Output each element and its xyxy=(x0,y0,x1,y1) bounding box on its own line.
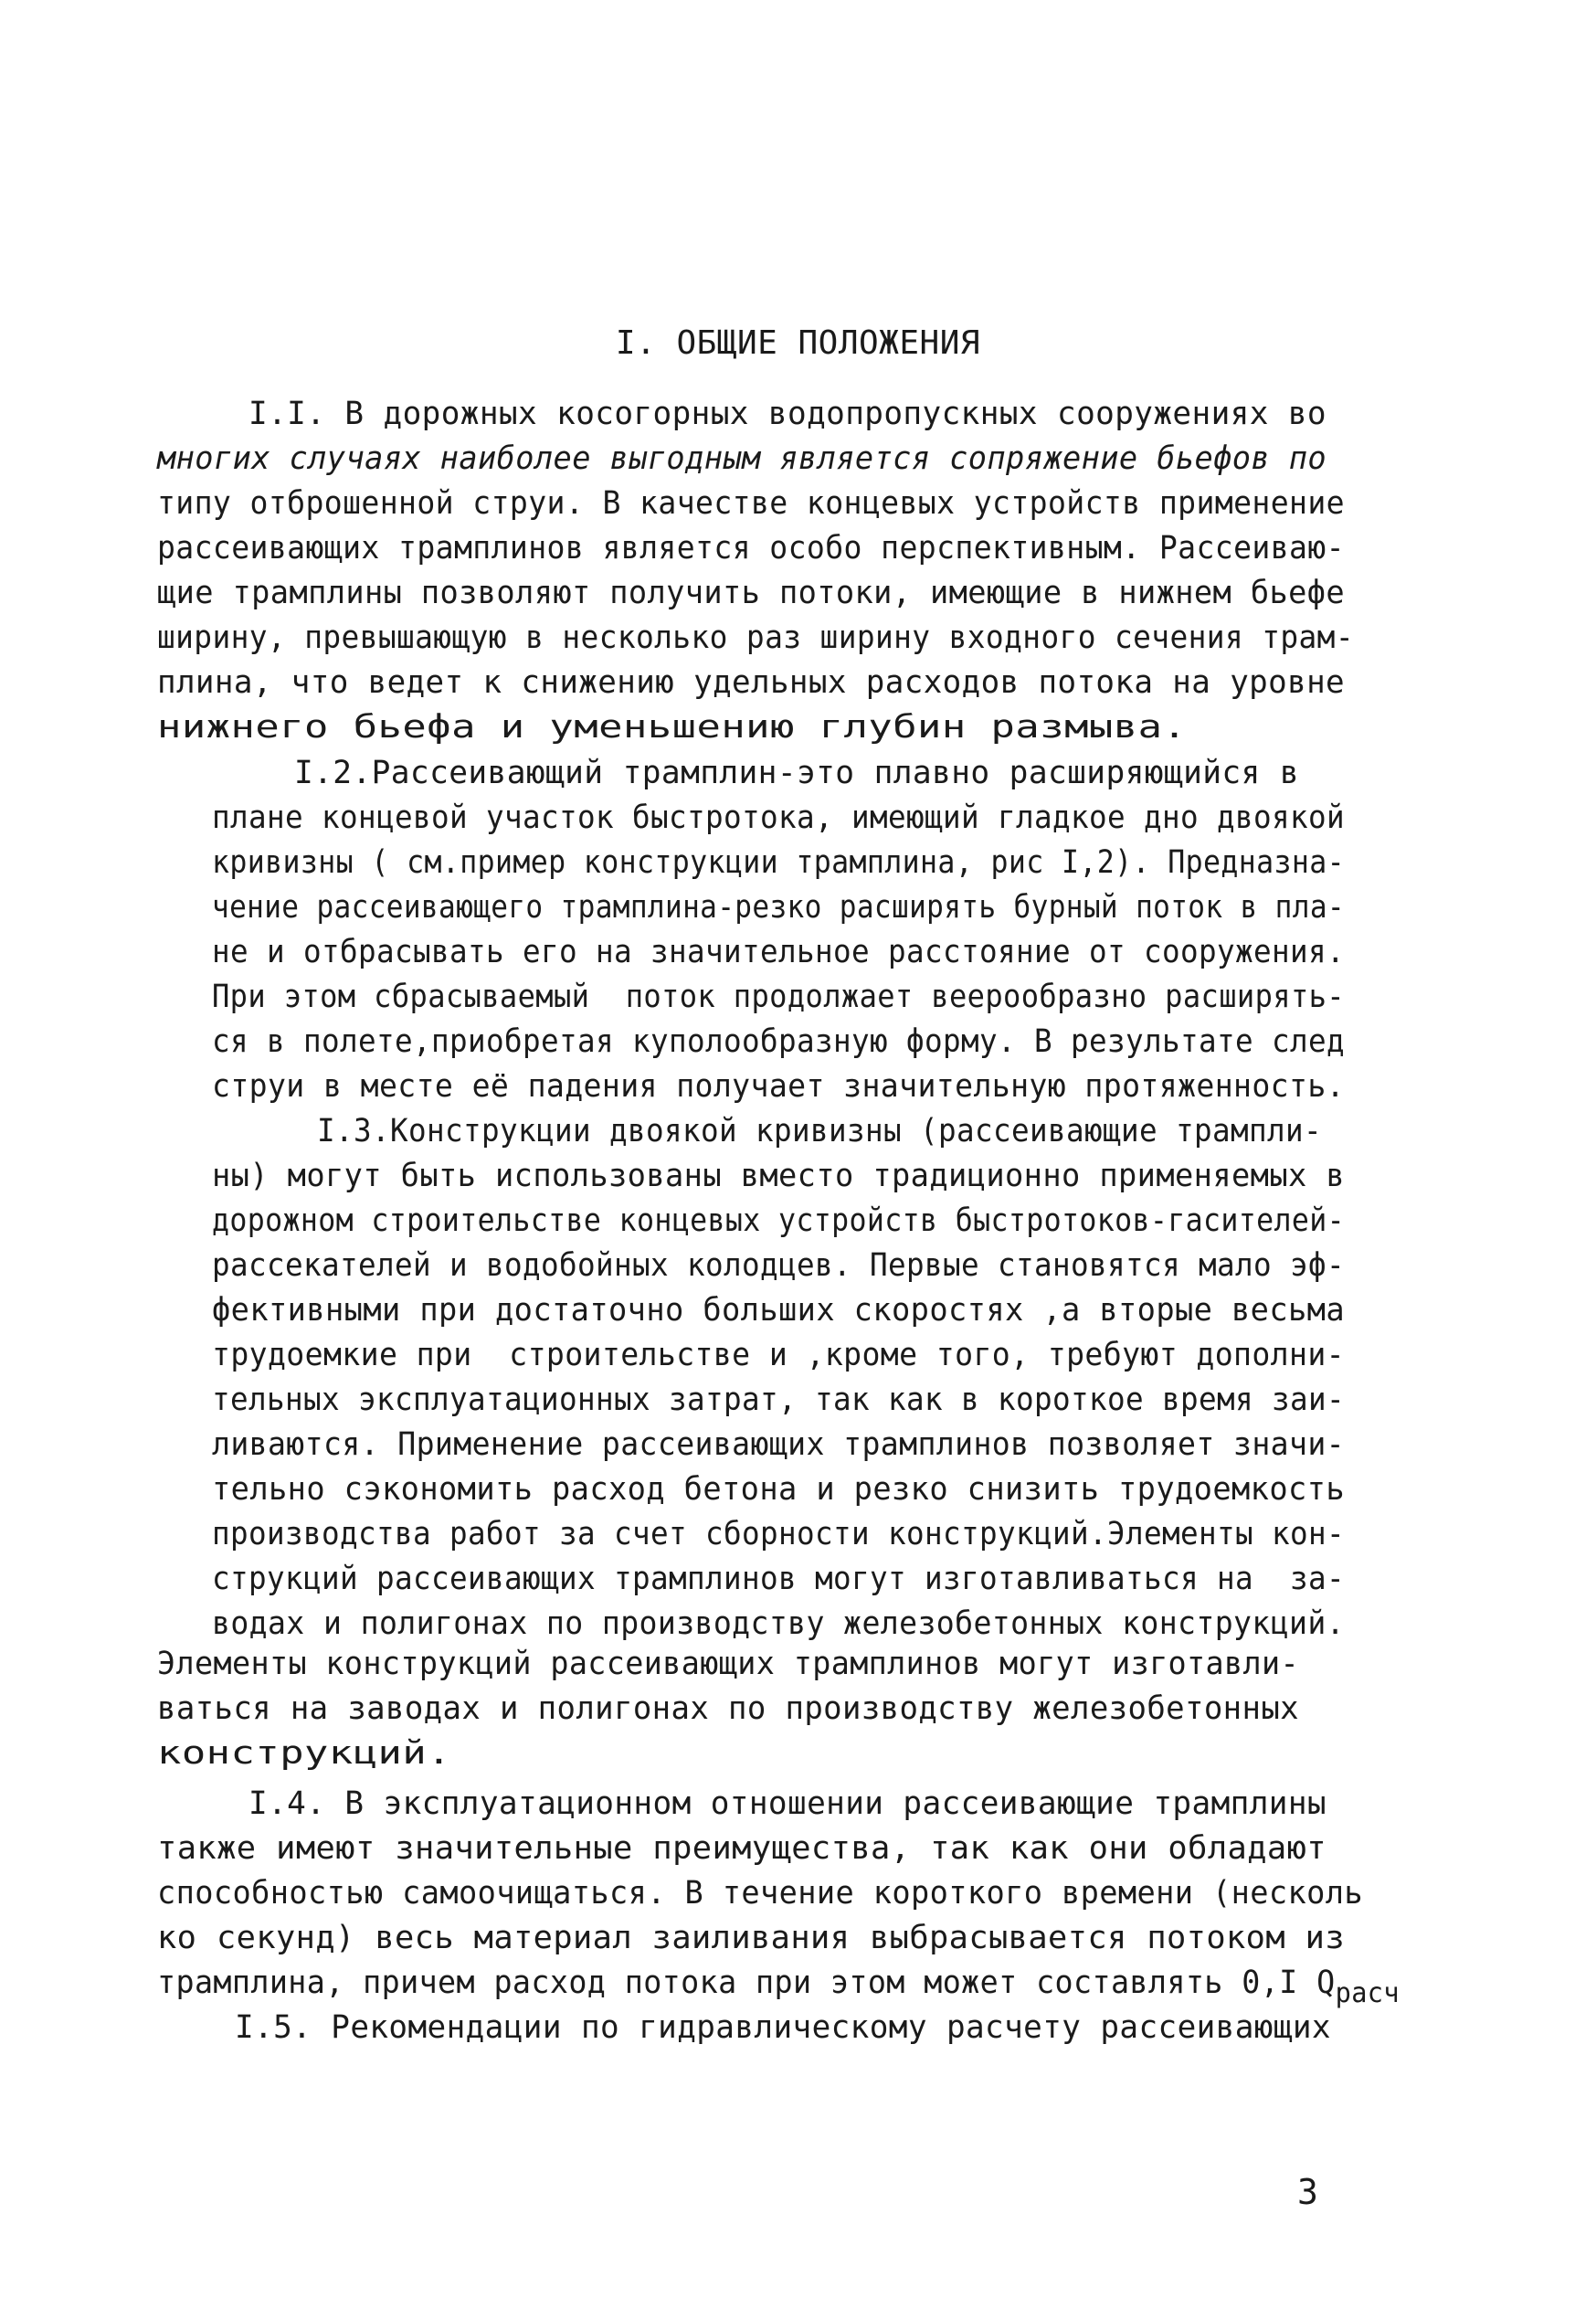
section-heading: I. ОБЩИЕ ПОЛОЖЕНИЯ xyxy=(615,324,981,362)
page-number: 3 xyxy=(1297,2172,1318,2212)
text-line: также имеют значительные преимущества, так как они обладают xyxy=(157,1830,1326,1867)
text-line: щие трамплины позволяют получить потоки, имеющие в нижнем бьефе xyxy=(157,575,1345,611)
text-line: I.4. В эксплуатационном отношении рассеивающие трамплины xyxy=(248,1785,1326,1822)
text-line: ся в полете,приобретая куполообразную форму. В результате след xyxy=(212,1023,1345,1060)
text-line: I.I. В дорожных косогорных водопропускных сооружениях во xyxy=(248,396,1326,432)
text-line: рассеивающих трамплинов является особо перспективным. Рассеиваю- xyxy=(157,530,1345,567)
text-line: Элементы конструкций рассеивающих трамплинов могут изготавли- xyxy=(157,1646,1299,1682)
text-line: ваться на заводах и полигонах по производству железобетонных xyxy=(157,1690,1299,1727)
text-line: струи в месте её падения получает значительную протяженность. xyxy=(212,1068,1345,1105)
text-line: I.2.Рассеивающий трамплин-это плавно расширяющийся в xyxy=(294,755,1299,791)
text-line: I.3.Конструкции двоякой кривизны (рассеивающие трампли- xyxy=(317,1113,1322,1149)
text-line: тельных эксплуатационных затрат, так как в короткое время заи- xyxy=(212,1382,1345,1418)
text-line: тельно сэкономить расход бетона и резко снизить трудоемкость xyxy=(212,1471,1345,1508)
text-line: производства работ за счет сборности конструкций.Элементы кон- xyxy=(212,1516,1345,1552)
text-line: фективными при достаточно больших скоростях ,а вторые весьма xyxy=(212,1292,1345,1329)
text-line: типу отброшенной струи. В качестве концевых устройств применение xyxy=(157,485,1345,522)
text-line: плане концевой участок быстротока, имеющий гладкое дно двоякой xyxy=(212,800,1345,836)
text-line: ны) могут быть использованы вместо традиционно применяемых в xyxy=(212,1158,1345,1194)
text-line: водах и полигонах по производству железобетонных конструкций. xyxy=(212,1605,1345,1642)
text-line: чение рассеивающего трамплина-резко расширять бурный поток в пла- xyxy=(212,889,1345,926)
text-line: При этом сбрасываемый поток продолжает веерообразно расширять- xyxy=(212,979,1345,1015)
text-line: нижнего бьефа и уменьшению глубин размыва. xyxy=(157,709,1188,746)
text-line: ливаются. Применение рассеивающих трамплинов позволяет значи- xyxy=(212,1426,1345,1463)
text-line: плина, что ведет к снижению удельных расходов потока на уровне xyxy=(157,664,1345,701)
text-line: ко секунд) весь материал заиливания выбрасывается потоком из xyxy=(157,1920,1345,1956)
text-line-main: трамплина, причем расход потока при этом может составлять 0,I Q xyxy=(157,1965,1336,2001)
text-line: кривизны ( см.пример конструкции трамплина, рис I,2). Предназна- xyxy=(212,844,1345,881)
text-line: трудоемкие при строительстве и ,кроме того, требуют дополни- xyxy=(212,1337,1345,1373)
text-line: способностью самоочищаться. В течение короткого времени (несколь xyxy=(157,1875,1363,1912)
text-line: рассекателей и водобойных колодцев. Первые становятся мало эф- xyxy=(212,1247,1345,1284)
text-line: I.5. Рекомендации по гидравлическому расчету рассеивающих xyxy=(235,2009,1331,2046)
text-line: конструкций. xyxy=(157,1735,452,1772)
flow-subscript: расч xyxy=(1335,1977,1400,2009)
text-line: струкций рассеивающих трамплинов могут изготавливаться на за- xyxy=(212,1561,1345,1597)
text-line: многих случаях наиболее выгодным является сопряжение бьефов по xyxy=(157,440,1326,477)
text-line: ширину, превышающую в несколько раз ширину входного сечения трам- xyxy=(157,620,1354,656)
text-line: дорожном строительстве концевых устройств быстротоков-гасителей- xyxy=(212,1202,1345,1239)
text-line: не и отбрасывать его на значительное расстояние от сооружения. xyxy=(212,934,1345,970)
